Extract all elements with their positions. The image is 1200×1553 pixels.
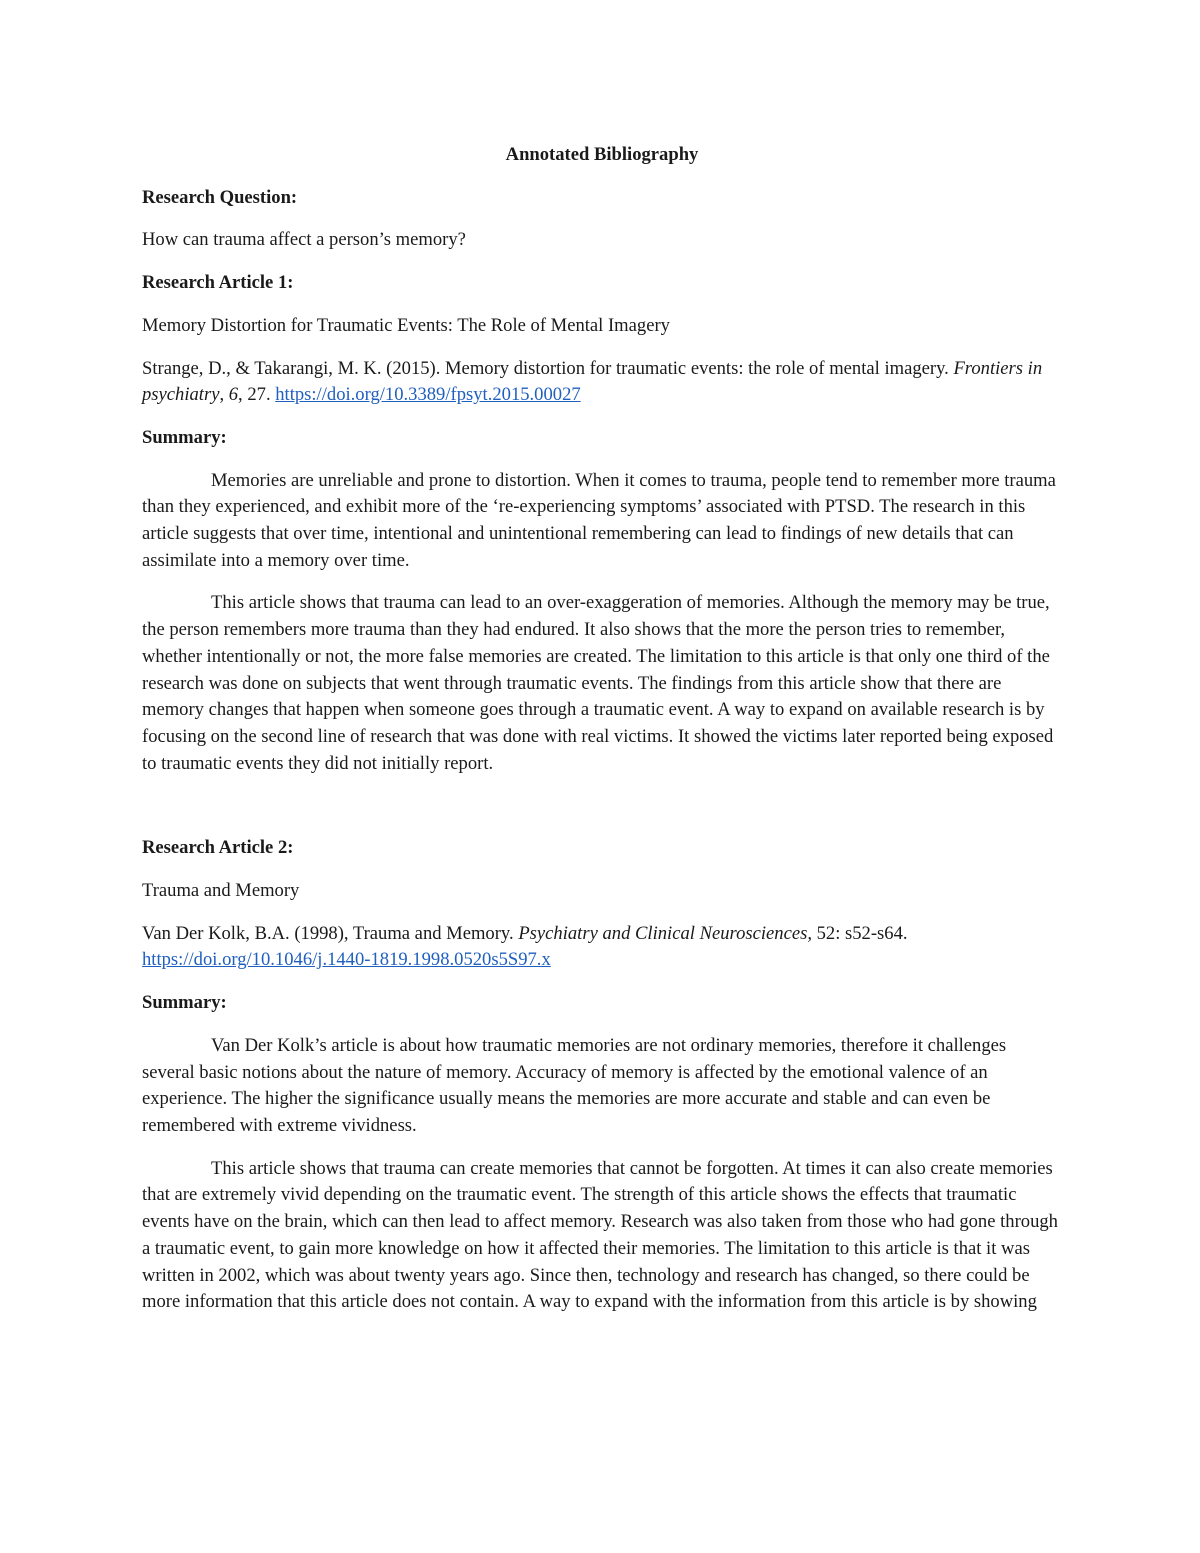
- article-2-citation-pages: 52: s52-s64.: [811, 922, 908, 944]
- article-1-summary-paragraph-2: This article shows that trauma can lead to an over-exaggeration of memories. Although the memory may be true, the person remembers more trauma than they had endured. It also shows that the more the person tries to remember, whether intentionally or not, the more false memories are created. The limitation to this article is that only one third of the research was done on subjects that went through traumatic events. The findings from this article show that there are memory changes that happen when someone goes through a traumatic event. A way to expand on available research is by focusing on the second line of research that was done with real victims. It showed the victims later reported being exposed to traumatic events they did not initially report.: [142, 592, 1054, 774]
- article-2-summary-paragraph-2: This article shows that trauma can create memories that cannot be forgotten. At times it can also create memories that are extremely vivid depending on the traumatic event. The strength of this article shows the effects that traumatic events have on the brain, which can then lead to affect memory. Research was also taken from those who had gone through a traumatic event, to gain more knowledge on how it affected their memories. The limitation to this article is that it was written in 2002, which was about twenty years ago. Since then, technology and research has changed, so there could be more information that this article does not contain. A way to expand with the information from this article is by showing: [142, 1157, 1058, 1313]
- article-2-summary-paragraph-1: Van Der Kolk’s article is about how traumatic memories are not ordinary memories, therefore it challenges several basic notions about the nature of memory. Accuracy of memory is affected by the emotional valence of an experience. The higher the significance usually means the memories are more accurate and stable and can even be remembered with extreme vividness.: [142, 1034, 1007, 1136]
- document-title: Annotated Bibliography: [505, 144, 699, 165]
- article-1-citation-authors: Strange, D., & Takarangi, M. K. (2015). Memory distortion for traumatic events: the role of mental imagery.: [142, 357, 954, 379]
- article-1-heading: Research Article 1:: [142, 272, 294, 294]
- document-body: [142, 142, 1062, 1332]
- article-1-title: Memory Distortion for Traumatic Events: The Role of Mental Imagery: [142, 314, 670, 336]
- article-2-journal: Psychiatry and Clinical Neurosciences,: [518, 922, 812, 944]
- article-1-citation: [142, 356, 1062, 409]
- article-1-journal: Frontiers in psychiatry: [142, 357, 1043, 406]
- article-1-citation-pages: , 27.: [238, 384, 276, 406]
- article-1-summary-paragraph-1: Memories are unreliable and prone to distortion. When it comes to trauma, people tend to remember more trauma than they experienced, and exhibit more of the ‘re-experiencing symptoms’ associated with PTSD. The research in this article suggests that over time, intentional and unintentional remembering can lead to findings of new details that can assimilate into a memory over time.: [142, 469, 1056, 571]
- research-question-text: How can trauma affect a person’s memory?: [142, 229, 466, 251]
- article-1-citation-sep: ,: [219, 384, 229, 406]
- article-2-doi-link[interactable]: https://doi.org/10.1046/j.1440-1819.1998.0520s5S97.x: [142, 949, 551, 971]
- article-1-summary-heading: Summary:: [142, 426, 227, 448]
- article-2-summary-heading: Summary:: [142, 992, 227, 1014]
- article-2-heading: Research Article 2:: [142, 837, 294, 859]
- section-spacer: [142, 793, 1062, 835]
- article-1-volume: 6: [228, 384, 239, 406]
- article-2-citation-authors: Van Der Kolk, B.A. (1998), Trauma and Memory.: [142, 922, 519, 944]
- research-question-heading: Research Question:: [142, 186, 298, 208]
- article-2-citation: [142, 921, 1062, 974]
- article-1-doi-link[interactable]: https://doi.org/10.3389/fpsyt.2015.00027: [275, 384, 581, 406]
- article-2-title: Trauma and Memory: [142, 880, 300, 902]
